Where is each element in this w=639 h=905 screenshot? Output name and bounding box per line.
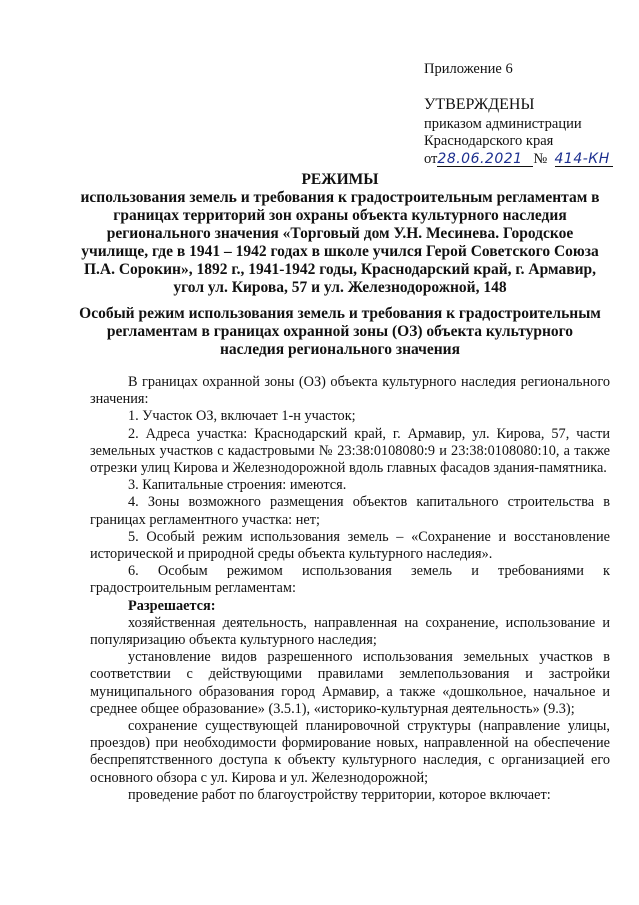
title-line: регионального значения «Торговый дом У.Н. Месинева. Городское xyxy=(106,225,574,242)
paragraph: 6. Особым режимом использования земель и требованиями к градостроительным регламентам: xyxy=(90,563,610,597)
date-underline xyxy=(437,152,533,167)
document-title xyxy=(70,171,610,297)
title-line: П.А. Сорокин», 1892 г., 1941-1942 годы, Краснодарский край, г. Армавир, xyxy=(83,261,597,278)
paragraph: В границах охранной зоны (ОЗ) объекта культурного наследия регионального значения: xyxy=(90,374,610,408)
paragraph: проведение работ по благоустройству территории, которое включает: xyxy=(128,786,551,803)
handwritten-number: 414-КН xyxy=(554,151,610,167)
appendix-label: Приложение 6 xyxy=(424,61,513,77)
title-line: училище, где в 1941 – 1942 годах в школе учился Герой Советского Союза xyxy=(81,243,599,260)
paragraph: 5. Особый режим использования земель – «Сохранение и восстановление исторической и природной среды объекта культурного наследия». xyxy=(90,528,610,563)
paragraph: 4. Зоны возможного размещения объектов капитального строительства в границах регламентного участка: нет; xyxy=(90,494,610,528)
paragraph: установление видов разрешенного использования земельных участков в соответствии с действующими правилами землепользования и застройки муниципального образования город Армавир, а также «дошкольное, начальное и среднее общее образование» (3.5.1), «историко-культурная деятельность» (9.3); xyxy=(90,649,610,717)
order-line-1: приказом администрации xyxy=(424,116,582,132)
number-underline xyxy=(555,152,613,167)
section-subtitle xyxy=(70,305,610,359)
subtitle-line: наследия регионального значения xyxy=(219,341,460,358)
document-body xyxy=(90,374,610,804)
order-line-2: Краснодарского края xyxy=(424,133,554,149)
paragraph: 3. Капитальные строения: имеются. xyxy=(128,477,347,494)
handwritten-date: 28.06.2021 xyxy=(437,151,523,167)
allowed-heading: Разрешается: xyxy=(128,597,216,614)
number-prefix: № xyxy=(533,151,548,167)
date-number-line xyxy=(424,151,613,168)
title-heading: РЕЖИМЫ xyxy=(301,171,379,188)
paragraph: 2. Адреса участка: Краснодарский край, г. Армавир, ул. Кирова, 57, части земельных участков с кадастровыми № 23:38:0108080:9 и 23:38:0108080:10, а также отрезки улиц Кирова и Железнодорожной вдоль главных фасадов здания-памятника. xyxy=(90,425,610,477)
title-line: границах территорий зон охраны объекта культурного наследия xyxy=(113,207,567,224)
paragraph: 1. Участок ОЗ, включает 1-н участок; xyxy=(128,408,356,425)
subtitle-line: регламентам в границах охранной зоны (ОЗ) объекта культурного xyxy=(106,323,574,340)
paragraph: сохранение существующей планировочной структуры (направление улицы, проездов) при необходимости формирование новых, направленной на обеспечение беспрепятственного доступа к объекту культурного наследия, с организацией его основного обзора с ул. Кирова и ул. Железнодорожной; xyxy=(90,718,610,786)
title-line: угол ул. Кирова, 57 и ул. Железнодорожной, 148 xyxy=(173,279,507,296)
paragraph: хозяйственная деятельность, направленная на сохранение, использование и популяризацию объекта культурного наследия; xyxy=(90,614,610,649)
title-line: использования земель и требования к градостроительным регламентам в xyxy=(80,189,600,206)
subtitle-line: Особый режим использования земель и требования к градостроительным xyxy=(79,305,601,322)
approved-label: УТВЕРЖДЕНЫ xyxy=(424,96,535,113)
date-prefix: от xyxy=(424,151,438,167)
